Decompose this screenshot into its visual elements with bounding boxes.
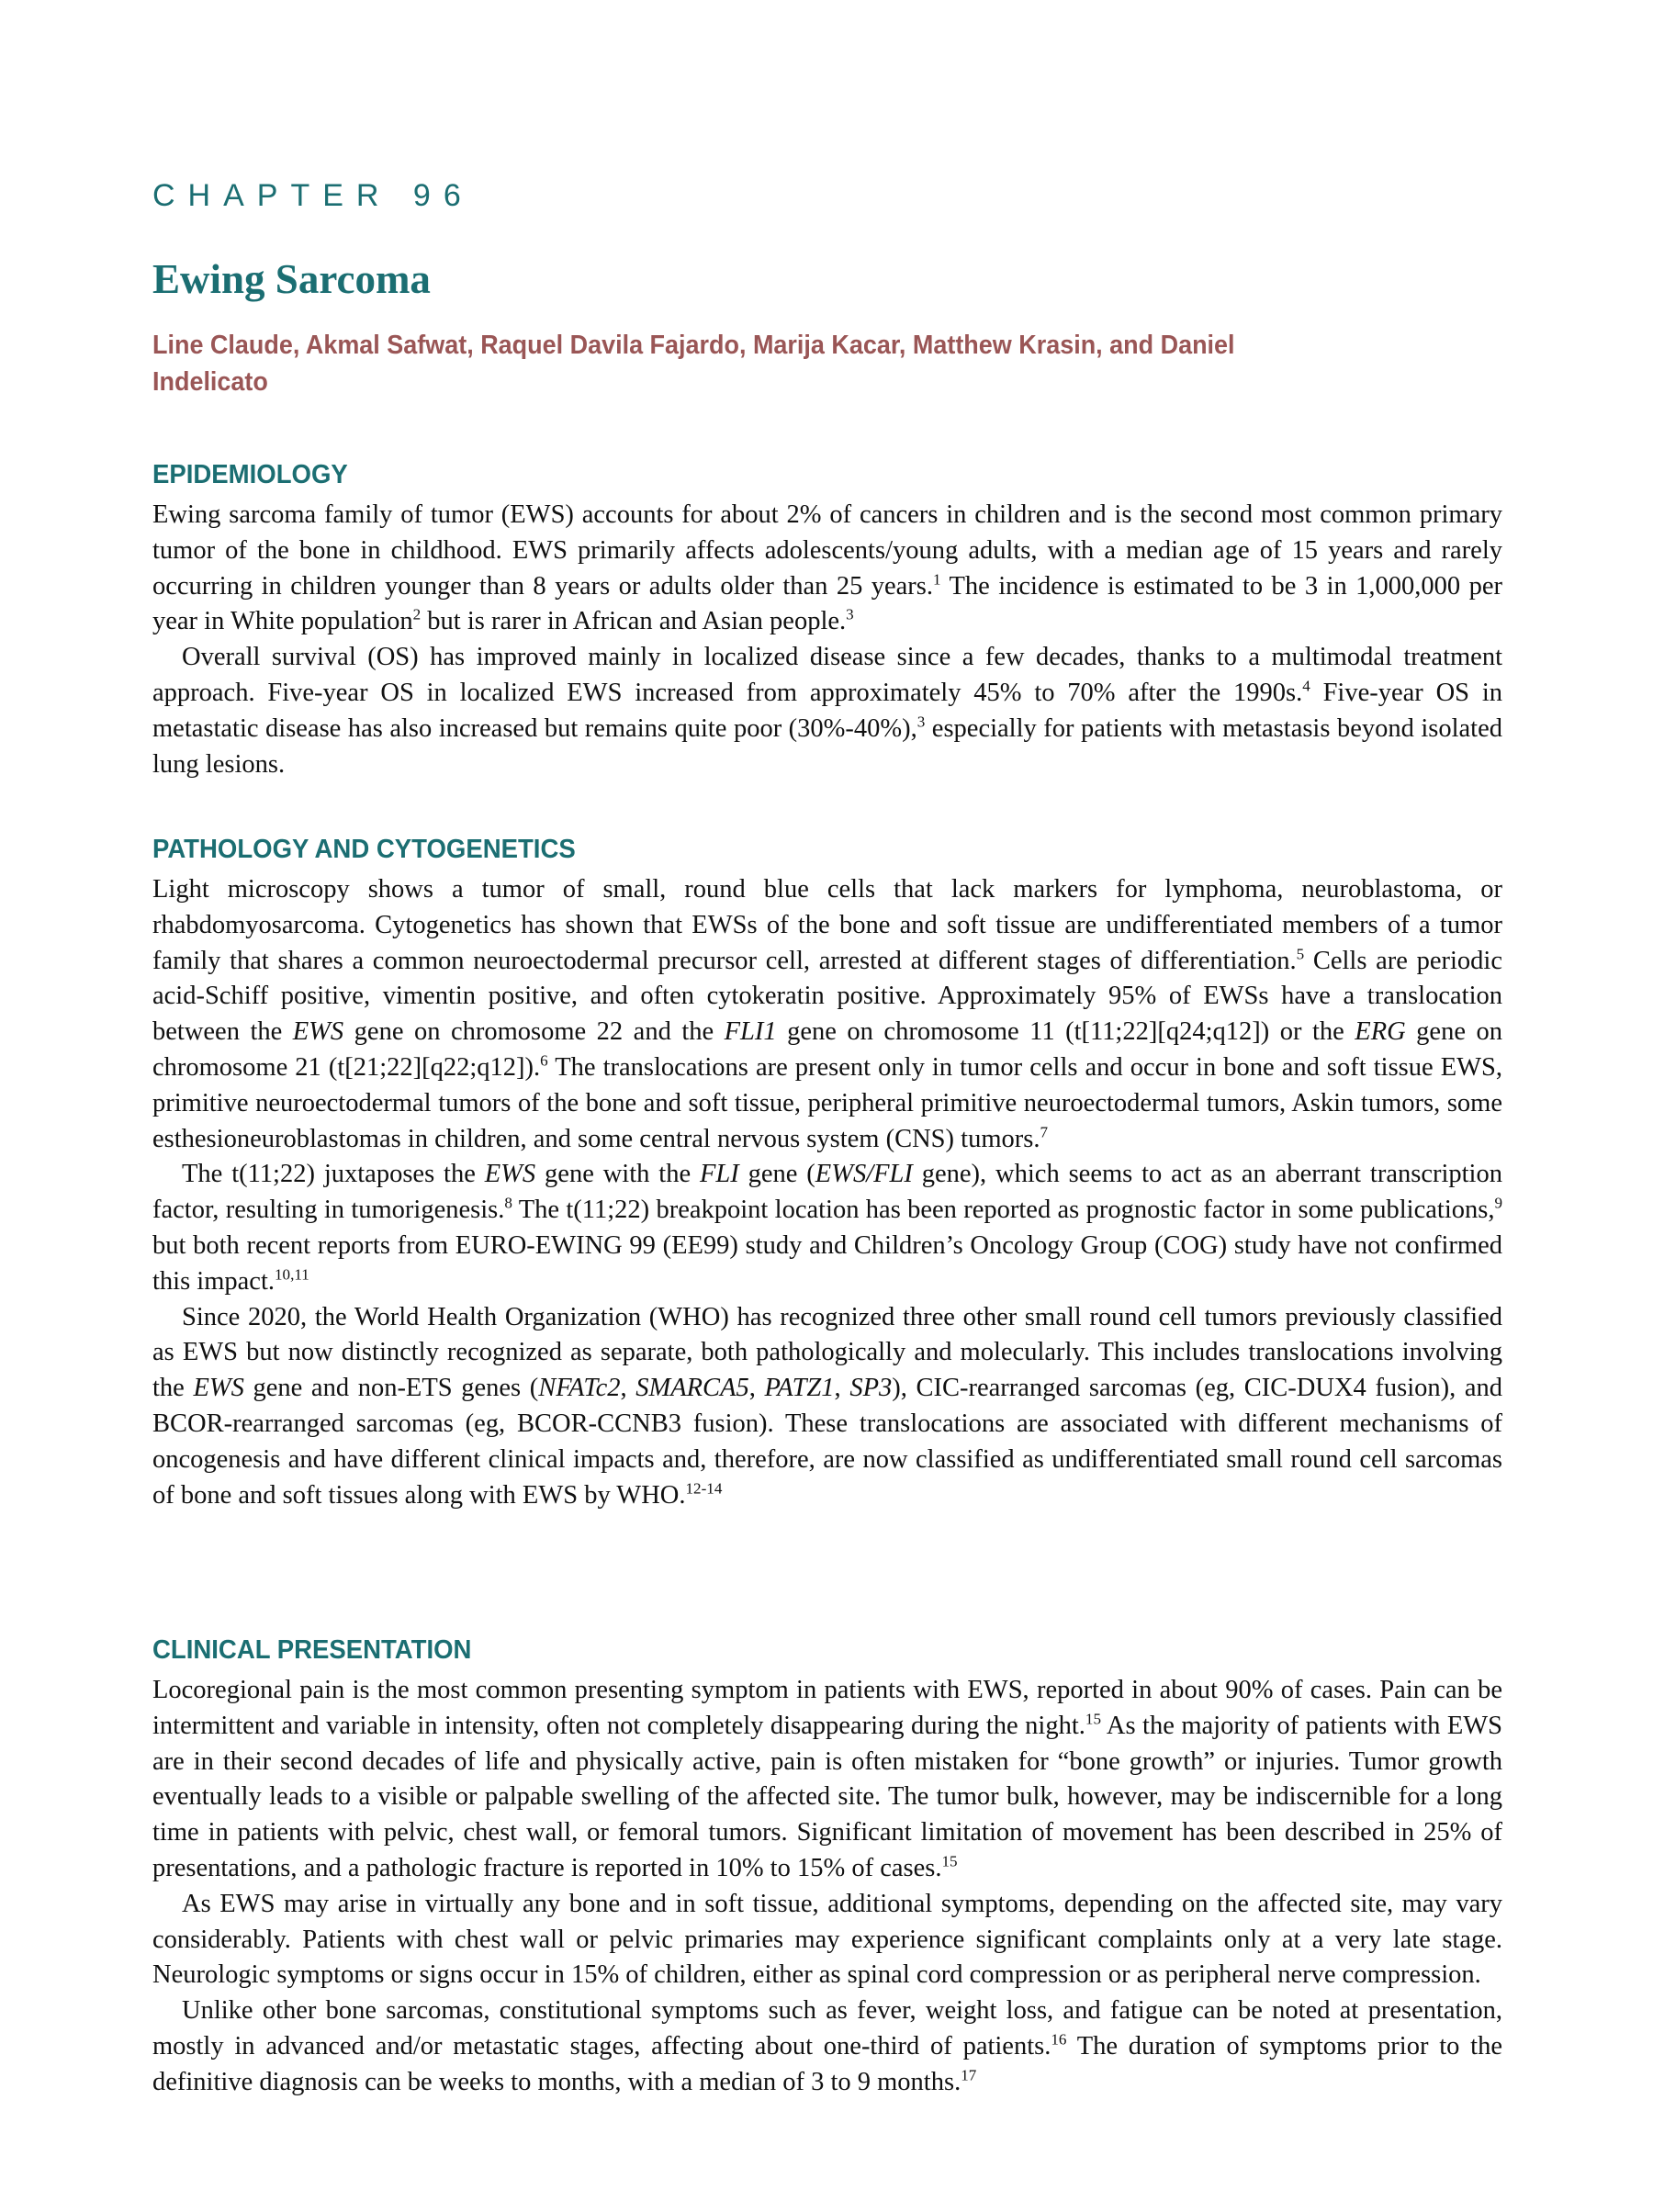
gene-name: SP3 [849,1374,893,1403]
citation-ref: 1 [933,570,941,589]
citation-ref: 2 [412,605,422,623]
citation-ref: 15 [941,1852,958,1870]
citation-ref: 16 [1051,2030,1067,2049]
section-heading: CLINICAL PRESENTATION [152,1635,472,1665]
section-epidemiology [152,457,1502,782]
section-clinical-presentation [152,1633,1502,2101]
gene-name: ERG [1355,1017,1406,1047]
paragraph: Overall survival (OS) has improved mainly in localized disease since a few decades, thanks to a multimodal treatment approach. Five-year OS in localized EWS increased from approximately 45% to 70% after the 1990s.$^4$ Five-year OS in metastatic disease has also increased but remains quite poor (30%-40%),$^3$ especially for patients with metastasis beyond isolated lung lesions. [152,643,1502,779]
gene-name: FLI [699,1160,739,1189]
citation-ref: 9 [1494,1194,1503,1212]
citation-ref: 17 [961,2066,977,2084]
citation-ref: 3 [846,605,854,623]
citation-ref: 5 [1296,945,1305,963]
citation-ref: 7 [1040,1123,1048,1141]
citation-ref: 3 [916,713,926,731]
citation-ref: 10,11 [274,1265,309,1284]
citation-ref: 15 [1085,1710,1101,1728]
gene-name: SMARCA5 [635,1374,749,1403]
section-heading: PATHOLOGY AND CYTOGENETICS [152,835,576,864]
gene-name: FLI1 [724,1017,777,1047]
citation-ref: 4 [1302,677,1310,695]
gene-name: EWS [193,1374,244,1403]
gene-name: EWS [292,1017,344,1047]
citation-ref: 6 [540,1051,548,1070]
citation-ref: 12-14 [685,1479,723,1498]
paragraph: Locoregional pain is the most common presenting symptom in patients with EWS, reported in about 90% of cases. Pain can be intermittent and variable in intensity, often not completely disappearing during the night.$^{15}$ As the majority of patients with EWS are in their second decades of life and physically active, pain is often mistaken for “bone growth” or injuries. Tumor growth eventually leads to a visible or palpable swelling of the affected site. The tumor bulk, however, may be indiscernible for a long time in patients with pelvic, chest wall, or femoral tumors. Significant limitation of movement has been described in 25% of presentations, and a pathologic fracture is reported in 10% to 15% of cases.$^{15}$ [152,1676,1503,1882]
gene-name: EWS/FLI [815,1160,913,1189]
section-body [152,498,1502,782]
chapter-title: Ewing Sarcoma [152,256,431,302]
gene-name: NFATc2 [538,1374,621,1403]
chapter-label: CHAPTER 96 [152,178,474,213]
section-pathology-cytogenetics [152,832,1502,1513]
section-body [152,872,1502,1513]
gene-name: PATZ1 [764,1374,835,1403]
author-list: Line Claude, Akmal Safwat, Raquel Davila Fajardo, Marija Kacar, Matthew Krasin, and Daniel Indelicato [152,331,1235,397]
paragraph: Since 2020, the World Health Organization (WHO) has recognized three other small round cell tumors previously classified as EWS but now distinctly recognized as separate, both pathologically and molecularly. This includes translocations involving the EWS gene and non-ETS genes (NFATc2, SMARCA5, PATZ1, SP3), CIC-rearranged sarcomas (eg, CIC-DUX4 fusion), and BCOR-rearranged sarcomas (eg, BCOR-CCNB3 fusion). These translocations are associated with different mechanisms of oncogenesis and have different clinical impacts and, therefore, are now classified as undifferentiated small round cell sarcomas of bone and soft tissues along with EWS by WHO.$^{12-14}$ [152,1302,1503,1510]
paragraph: Light microscopy shows a tumor of small, round blue cells that lack markers for lymphoma, neuroblastoma, or rhabdomyosarcoma. Cytogenetics has shown that EWSs of the bone and soft tissue are undifferentiated members of a tumor family that shares a common neuroectodermal precursor cell, arrested at different stages of differentiation.$^5$ Cells are periodic acid-Schiff positive, vimentin positive, and often cytokeratin positive. Approximately 95% of EWSs have a translocation between the EWS gene on chromosome 22 and the FLI1 gene on chromosome 11 (t[11;22][q24;q12]) or the ERG gene on chromosome 21 (t[21;22][q22;q12]).$^6$ The translocations are present only in tumor cells and occur in bone and soft tissue EWS, primitive neuroectodermal tumors of the bone and soft tissue, peripheral primitive neuroectodermal tumors, Askin tumors, some esthesioneuroblastomas in children, and some central nervous system (CNS) tumors.$^7$ [152,875,1502,1153]
paragraph: Unlike other bone sarcomas, constitutional symptoms such as fever, weight loss, and fatigue can be noted at presentation, mostly in advanced and/or metastatic stages, affecting about one-third of patients.$^{16}$ The duration of symptoms prior to the definitive diagnosis can be weeks to months, with a median of 3 to 9 months.$^{17}$ [152,1996,1502,2096]
citation-ref: 8 [504,1194,512,1212]
paragraph: Ewing sarcoma family of tumor (EWS) accounts for about 2% of cancers in children and is the second most common primary tumor of the bone in childhood. EWS primarily affects adolescents/young adults, with a median age of 15 years and rarely occurring in children younger than 8 years or adults older than 25 years.$^1$ The incidence is estimated to be 3 in 1,000,000 per year in White population$^2$ but is rarer in African and Asian people.$^3$ [152,500,1502,636]
section-heading: EPIDEMIOLOGY [152,460,348,489]
section-body [152,1673,1502,2101]
paragraph: The t(11;22) juxtaposes the EWS gene with the FLI gene (EWS/FLI gene), which seems to act as an aberrant transcription factor, resulting in tumorigenesis.$^8$ The t(11;22) breakpoint location has been reported as prognostic factor in some publications,$^9$ but both recent reports from EURO-EWING 99 (EE99) study and Children’s Oncology Group (COG) study have not confirmed this impact.$^{10,11}$ [152,1160,1503,1296]
paragraph: As EWS may arise in virtually any bone and in soft tissue, additional symptoms, depending on the affected site, may vary considerably. Patients with chest wall or pelvic primaries may experience significant complaints only at a very late stage. Neurologic symptoms or signs occur in 15% of children, either as spinal cord compression or as peripheral nerve compression. [152,1889,1502,1990]
gene-name: EWS [484,1160,536,1189]
